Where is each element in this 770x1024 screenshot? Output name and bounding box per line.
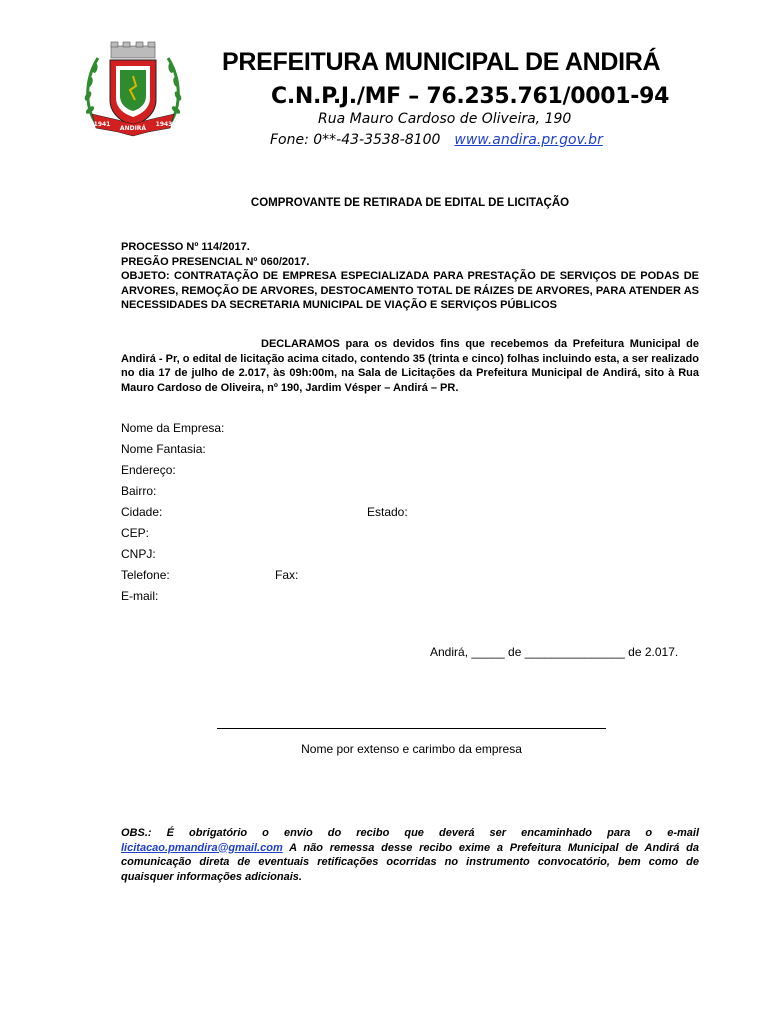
field-email: E-mail: (121, 589, 159, 603)
coat-year-left: 1941 (93, 121, 111, 128)
signature-line (217, 728, 606, 729)
header-title: PREFEITURA MUNICIPAL DE ANDIRÁ (222, 48, 661, 76)
field-phone: Telefone: (121, 568, 170, 582)
process-number: PROCESSO Nº 114/2017. (121, 241, 250, 253)
obs-suffix: A não remessa desse recibo exime a Prefeitura Municipal de Andirá da comunicação direta de eventuais retificações ocorridas no instrumento convocatório, bem como de quaisquer informações adicionais. (121, 841, 699, 883)
date-line: Andirá, _____ de _______________ de 2.017. (430, 645, 679, 659)
process-block (121, 240, 699, 313)
coat-banner-text: ANDIRÁ (119, 125, 147, 132)
website-link[interactable]: www.andira.pr.gov.br (454, 132, 603, 148)
field-fax: Fax: (275, 568, 299, 582)
document-title: COMPROVANTE DE RETIRADA DE EDITAL DE LICITAÇÃO (250, 197, 570, 209)
declaration-paragraph (121, 337, 699, 395)
signature-label: Nome por extenso e carimbo da empresa (301, 742, 522, 756)
obs-prefix: OBS.: É obrigatório o envio do recibo que deverá ser encaminhado para o e-mail (121, 827, 699, 839)
field-cep: CEP: (121, 526, 150, 540)
declaration-text: DECLARAMOS para os devidos fins que recebemos da Prefeitura Municipal de Andirá - Pr, o edital de licitação acima citado, contendo 35 (trinta e cinco) folhas incluindo esta, a ser realizado no dia 17 de julho de 2.017, às 09h:00m, na Sala de Licitações da Prefeitura Municipal de Andirá, sito à Rua Mauro Cardoso de Oliveira, nº 190, Jardim Vésper – Andirá – PR. (121, 338, 699, 394)
field-neighborhood: Bairro: (121, 484, 157, 498)
observation-note (121, 826, 699, 884)
header-address: Rua Mauro Cardoso de Oliveira, 190 (318, 111, 572, 127)
field-state: Estado: (367, 505, 408, 519)
coat-of-arms-logo (78, 40, 188, 140)
header-cnpj: C.N.P.J./MF – 76.235.761/0001-94 (271, 84, 670, 109)
field-city: Cidade: (121, 505, 163, 519)
field-cnpj: CNPJ: (121, 547, 156, 561)
obs-email-link[interactable]: licitacao.pmandira@gmail.com (121, 841, 283, 854)
coat-year-right: 1943 (155, 121, 173, 128)
header-phone: Fone: 0**-43-3538-8100 (270, 132, 441, 148)
field-company-name: Nome da Empresa: (121, 421, 225, 435)
process-object: OBJETO: CONTRATAÇÃO DE EMPRESA ESPECIALIZADA PARA PRESTAÇÃO DE SERVIÇOS DE PODAS DE ARVORES, REMOÇÃO DE ARVORES, DESTOCAMENTO TOTAL DE RÁIZES DE ARVORES, PARA ATENDER AS NECESSIDADES DA SECRETARIA MUNICIPAL DE VIAÇÃO E SERVIÇOS PÚBLICOS (121, 270, 699, 311)
field-trade-name: Nome Fantasia: (121, 442, 206, 456)
pregao-number: PREGÃO PRESENCIAL Nº 060/2017. (121, 255, 310, 268)
header-contact (270, 132, 603, 148)
field-address: Endereço: (121, 463, 176, 477)
